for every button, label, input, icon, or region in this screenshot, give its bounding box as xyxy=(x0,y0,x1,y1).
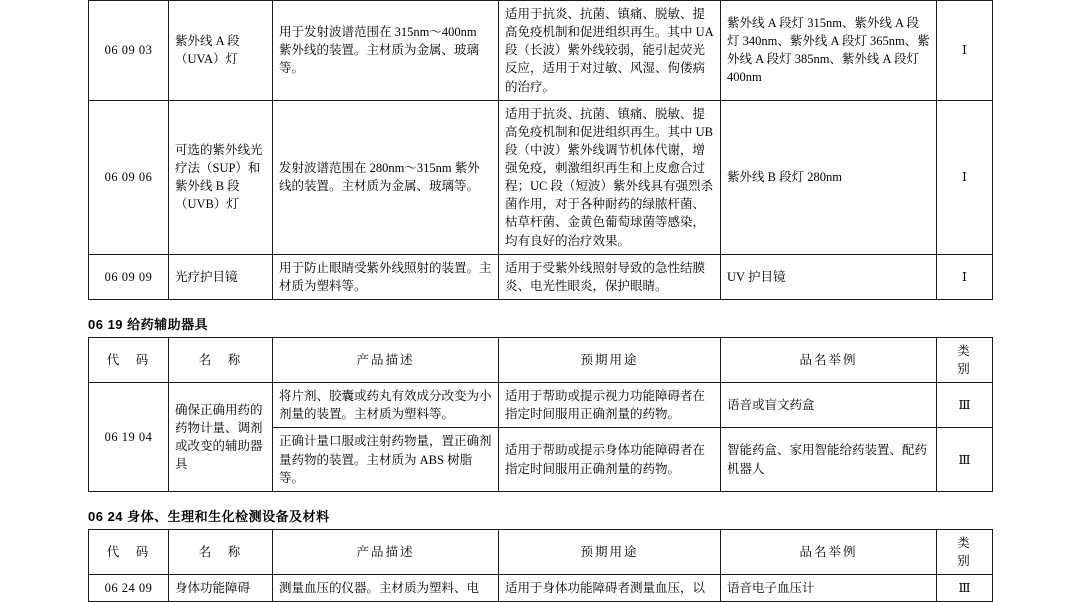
table-body-monitoring xyxy=(0,529,1080,602)
cell-class: Ⅰ xyxy=(937,1,993,101)
cell-examples: UV 护目镜 xyxy=(721,254,937,299)
cell-description: 正确计量口服或注射药物量，置正确剂量药物的装置。主材质为 ABS 树脂等。 xyxy=(273,428,499,491)
cell-code: 06 09 09 xyxy=(89,254,169,299)
cell-code: 06 19 04 xyxy=(89,383,169,492)
cell-name: 可选的紫外线光疗法（SUP）和紫外线 B 段（UVB）灯 xyxy=(169,100,273,254)
cell-code: 06 09 06 xyxy=(89,100,169,254)
table-row xyxy=(89,100,993,254)
cell-description: 用于防止眼睛受紫外线照射的装置。主材质为塑料等。 xyxy=(273,254,499,299)
header-examples: 品名举例 xyxy=(721,529,937,574)
cell-description: 用于发射波谱范围在 315nm～400nm 紫外线的装置。主材质为金属、玻璃等。 xyxy=(273,1,499,101)
cell-code: 06 09 03 xyxy=(89,1,169,101)
cell-class: Ⅲ xyxy=(937,428,993,491)
section-title-0624: 06 24 身体、生理和生化检测设备及材料 xyxy=(88,508,330,524)
table-header-row xyxy=(89,529,993,574)
header-description: 产品描述 xyxy=(273,337,499,382)
header-examples: 品名举例 xyxy=(721,337,937,382)
header-intended-use: 预期用途 xyxy=(499,529,721,574)
cell-name: 紫外线 A 段（UVA）灯 xyxy=(169,1,273,101)
cell-description: 将片剂、胶囊或药丸有效成分改变为小剂量的装置。主材质为塑料等。 xyxy=(273,383,499,428)
cell-class: Ⅰ xyxy=(937,254,993,299)
cell-intended-use: 适用于受紫外线照射导致的急性结膜炎、电光性眼炎，保护眼睛。 xyxy=(499,254,721,299)
table-row xyxy=(89,254,993,299)
table-row xyxy=(89,575,993,602)
cell-description: 测量血压的仪器。主材质为塑料、电 xyxy=(273,575,499,602)
cell-class: Ⅲ xyxy=(937,575,993,602)
header-class: 类 别 xyxy=(937,529,993,574)
cell-examples: 智能药盒、家用智能给药装置、配药机器人 xyxy=(721,428,937,491)
header-intended-use: 预期用途 xyxy=(499,337,721,382)
cell-name: 身体功能障碍 xyxy=(169,575,273,602)
cell-class: Ⅲ xyxy=(937,383,993,428)
section-title-0619: 06 19 给药辅助器具 xyxy=(88,316,209,332)
cell-examples: 紫外线 A 段灯 315nm、紫外线 A 段灯 340nm、紫外线 A 段灯 365nm、紫外线 A 段灯 385nm、紫外线 A 段灯 400nm xyxy=(721,1,937,101)
header-description: 产品描述 xyxy=(273,529,499,574)
cell-class: Ⅰ xyxy=(937,100,993,254)
table-header-row xyxy=(89,337,993,382)
table-uv-therapy xyxy=(0,0,1080,300)
cell-examples: 语音或盲文药盒 xyxy=(721,383,937,428)
cell-intended-use: 适用于身体功能障碍者测量血压，以 xyxy=(499,575,721,602)
cell-name: 确保正确用药的药物计量、调剂或改变的辅助器具 xyxy=(169,383,273,492)
table-row xyxy=(89,383,993,428)
cell-examples: 紫外线 B 段灯 280nm xyxy=(721,100,937,254)
header-name: 名 称 xyxy=(169,337,273,382)
cell-intended-use: 适用于帮助或提示身体功能障碍者在指定时间服用正确剂量的药物。 xyxy=(499,428,721,491)
cell-examples: 语音电子血压计 xyxy=(721,575,937,602)
cell-name: 光疗护目镜 xyxy=(169,254,273,299)
table-medication-aids xyxy=(0,337,1080,492)
header-name: 名 称 xyxy=(169,529,273,574)
cell-intended-use: 适用于抗炎、抗菌、镇痛、脱敏、提高免疫机制和促进组织再生。其中 UA 段（长波）紫外线较弱，能引起荧光反应，适用于对过敏、风湿、佝偻病的治疗。 xyxy=(499,1,721,101)
header-code: 代 码 xyxy=(89,337,169,382)
header-code: 代 码 xyxy=(89,529,169,574)
cell-intended-use: 适用于帮助或提示视力功能障碍者在指定时间服用正确剂量的药物。 xyxy=(499,383,721,428)
cell-description: 发射波谱范围在 280nm～315nm 紫外线的装置。主材质为金属、玻璃等。 xyxy=(273,100,499,254)
header-class: 类 别 xyxy=(937,337,993,382)
cell-intended-use: 适用于抗炎、抗菌、镇痛、脱敏、提高免疫机制和促进组织再生。其中 UB 段（中波）紫外线调节机体代谢，增强免疫，刺激组织再生和上皮愈合过程；UC 段（短波）紫外线具有强烈杀菌作用，对于各种耐药的绿脓杆菌、枯草杆菌、金黄色葡萄球菌等感染，均有良好的治疗效果。 xyxy=(499,100,721,254)
cell-code: 06 24 09 xyxy=(89,575,169,602)
table-row xyxy=(89,1,993,101)
